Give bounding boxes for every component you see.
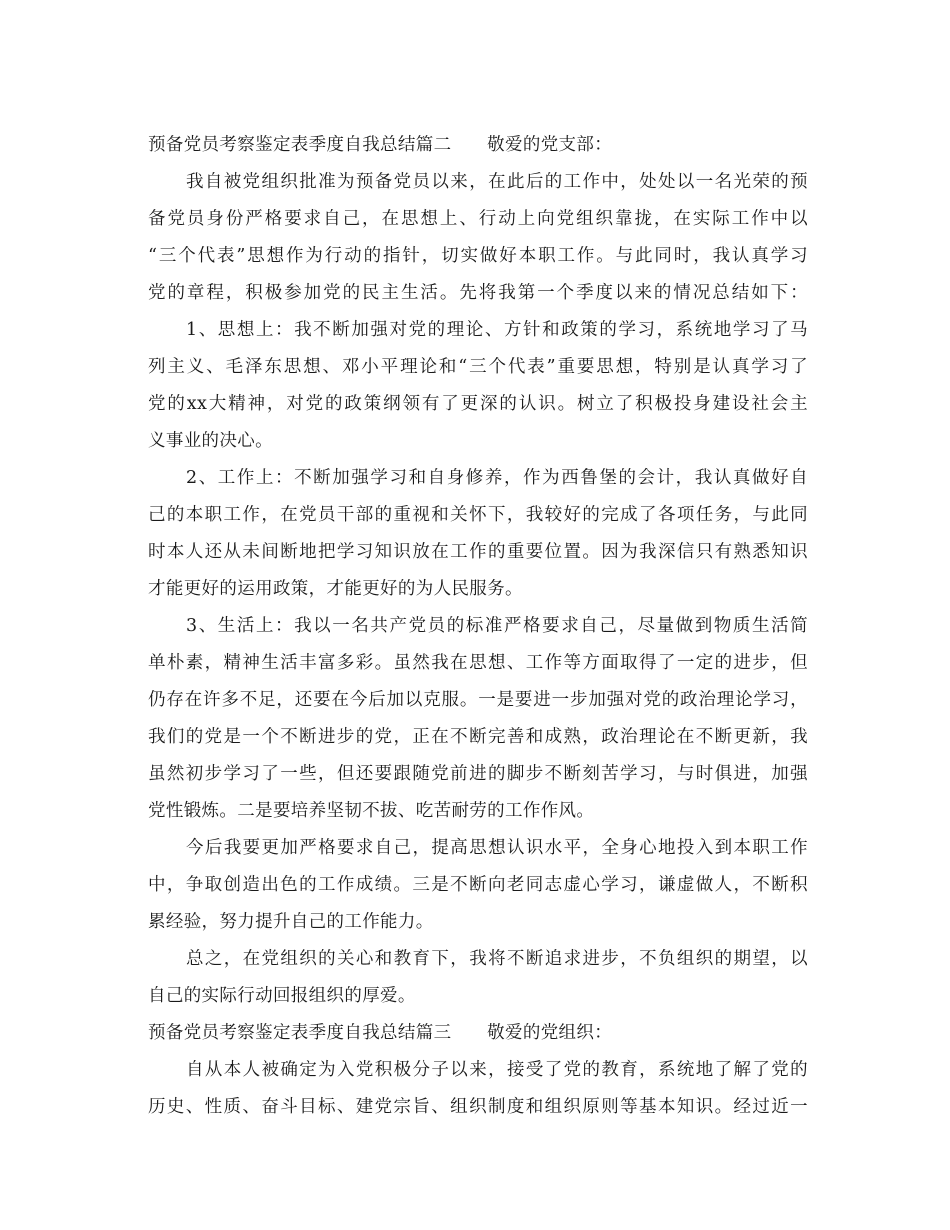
paragraph-line: 仍存在许多不足，还要在今后加以克服。一是要进一步加强对党的政治理论学习， [148,690,808,710]
paragraph-line: 今后我要更加严格要求自己，提高思想认识水平，全身心地投入到本职工作 [186,838,808,858]
paragraph-line: 自从本人被确定为入党积极分子以来，接受了党的教育，系统地了解了党的 [186,1060,808,1080]
section-heading: 预备党员考察鉴定表季度自我总结篇二 敬爱的党支部： [148,135,613,155]
paragraph-line: 1、思想上：我不断加强对党的理论、方针和政策的学习，系统地学习了马 [186,320,808,340]
paragraph-line: 我自被党组织批准为预备党员以来，在此后的工作中，处处以一名光荣的预 [186,172,808,192]
paragraph-line: 列主义、毛泽东思想、邓小平理论和“三个代表”重要思想，特别是认真学习了 [148,357,808,377]
paragraph-line: 时本人还从未间断地把学习知识放在工作的重要位置。因为我深信只有熟悉知识 [148,542,808,562]
paragraph-line: 党的xx大精神，对党的政策纲领有了更深的认识。树立了积极投身建设社会主 [148,394,808,414]
paragraph-line: 总之，在党组织的关心和教育下，我将不断追求进步，不负组织的期望，以 [186,949,808,969]
paragraph-line: 党的章程，积极参加党的民主生活。先将我第一个季度以来的情况总结如下： [148,283,808,303]
section-heading: 预备党员考察鉴定表季度自我总结篇三 敬爱的党组织： [148,1023,613,1043]
paragraph-line: 我们的党是一个不断进步的党，正在不断完善和成熟，政治理论在不断更新，我 [148,727,808,747]
paragraph-line: 虽然初步学习了一些，但还要跟随党前进的脚步不断刻苦学习，与时俱进，加强 [148,764,808,784]
paragraph-line: 才能更好的运用政策，才能更好的为人民服务。 [148,579,523,599]
paragraph-line: 备党员身份严格要求自己，在思想上、行动上向党组织靠拢，在实际工作中以 [148,209,808,229]
paragraph-line: 累经验，努力提升自己的工作能力。 [148,912,434,932]
paragraph-line: 历史、性质、奋斗目标、建党宗旨、组织制度和组织原则等基本知识。经过近一 [148,1097,808,1117]
paragraph-line: 义事业的决心。 [148,431,273,451]
paragraph-line: 自己的实际行动回报组织的厚爱。 [148,986,416,1006]
paragraph-line: 己的本职工作，在党员干部的重视和关怀下，我较好的完成了各项任务，与此同 [148,505,808,525]
paragraph-line: 3、生活上：我以一名共产党员的标准严格要求自己，尽量做到物质生活简 [186,616,808,636]
paragraph-line: 2、工作上：不断加强学习和自身修养，作为西鲁堡的会计，我认真做好自 [186,468,808,488]
paragraph-line: “三个代表”思想作为行动的指针，切实做好本职工作。与此同时，我认真学习 [148,246,808,266]
paragraph-line: 中，争取创造出色的工作成绩。三是不断向老同志虚心学习，谦虚做人，不断积 [148,875,808,895]
paragraph-line: 单朴素，精神生活丰富多彩。虽然我在思想、工作等方面取得了一定的进步，但 [148,653,808,673]
paragraph-line: 党性锻炼。二是要培养坚韧不拔、吃苦耐劳的工作作风。 [148,801,595,821]
